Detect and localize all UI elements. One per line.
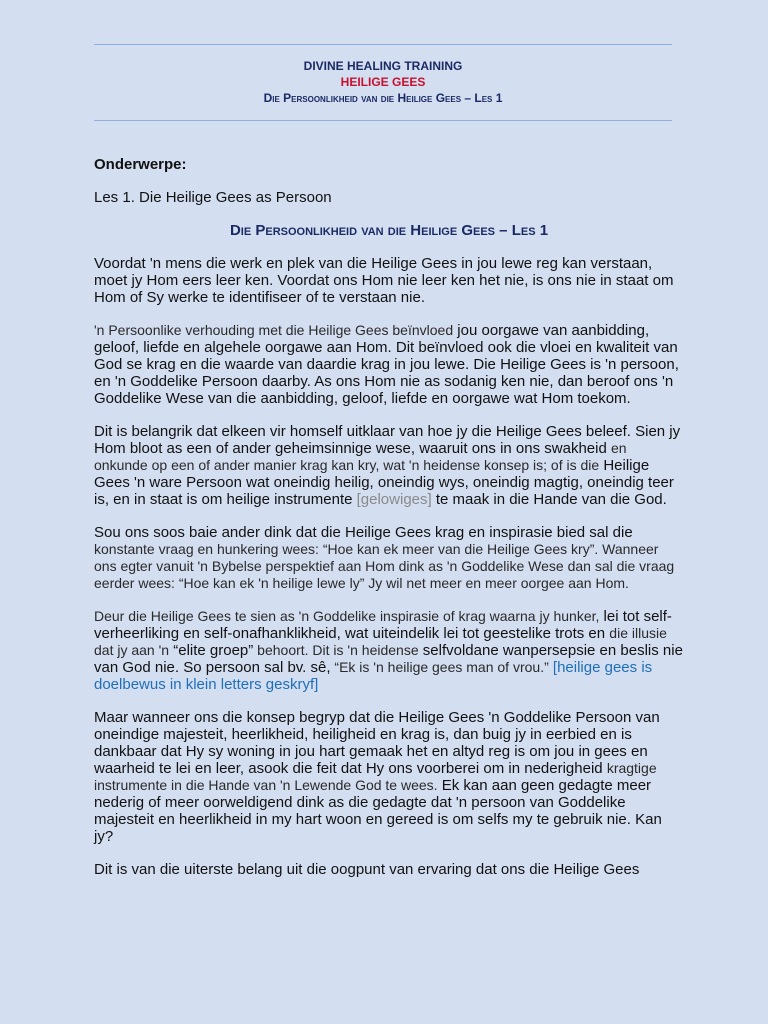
paragraph-4-part-a: Sou ons soos baie ander dink dat die Heilige Gees krag en inspirasie bied sal die <box>94 524 633 541</box>
paragraph-3-part-e: te maak in die Hande van die God. <box>431 491 667 508</box>
paragraph-5-part-e: behoort. Dit is 'n heidense <box>253 642 419 658</box>
paragraph-3-part-a: Dit is belangrik dat elkeen vir homself uitklaar van hoe jy die Heilige Gees beleef. Sien jy Hom bloot as een of ander geheimsinnige wese, waaruit ons in ons swakheid <box>94 423 681 457</box>
paragraph-5-part-d: “elite groep” <box>169 642 254 659</box>
document-body <box>94 156 684 894</box>
header-bottom-rule <box>94 120 672 121</box>
paragraph-2-body: jou oorgawe van aanbidding, geloof, liefde en algehele oorgawe aan Hom. Dit beïnvloed ook die vloei en kwaliteit van God se krag en die waarde van daardie krag in jou lewe. Die Heilige Gees is 'n persoon, en 'n Goddelike Persoon daarby. As ons Hom nie as sodanig ken nie, dan beroof ons 'n Goddelike Wese van die aanbidding, geloof, liefde en oorgawe wat Hom toekom. <box>94 322 679 407</box>
lesson-item: Les 1. Die Heilige Gees as Persoon <box>94 189 332 206</box>
paragraph-4 <box>94 524 684 592</box>
header-course-title: DIVINE HEALING TRAINING <box>303 59 463 73</box>
paragraph-5 <box>94 608 684 693</box>
document-header <box>94 58 672 106</box>
header-subject-title: HEILIGE GEES <box>340 75 426 89</box>
paragraph-6-part-a: Maar wanneer ons die konsep begryp dat die Heilige Gees 'n Goddelike Persoon van oneindige majesteit, heerlikheid, heiligheid en krag is, dan buig jy in eerbied en is dankbaar dat Hy sy woning in jou hart gemaak het en altyd reg is om jou in gees en waarheid te lei en leer, asook die feit dat Hy ons voorberei om in nederigheid <box>94 709 660 777</box>
paragraph-6-part-b: kragtige instrumente in die Hande van 'n Lewende God te wees. <box>94 760 657 793</box>
paragraph-5-part-c: die illusie dat jy aan 'n <box>94 625 667 658</box>
paragraph-3-part-b: en onkunde op een of ander manier krag kan kry, wat 'n heidense konsep is; of is die <box>94 440 627 473</box>
paragraph-4-part-b: konstante vraag en hunkering wees: “Hoe kan ek meer van die Heilige Gees kry”. Wanneer ons egter vanuit 'n Bybelse perspektief aan Hom dink as 'n Goddelike Wese dan sal die vraag eerder wees: “Hoe kan ek 'n heilige lewe ly” Jy wil net meer en meer oorgee aan Hom. <box>94 541 675 591</box>
paragraph-3-bracket-note: [gelowiges] <box>356 491 432 508</box>
paragraph-6 <box>94 709 684 845</box>
paragraph-6-part-c: Ek kan aan geen gedagte meer nederig of meer oorweldigend dink as die gedagte dat 'n persoon van Goddelike majesteit en heerlikheid in my hart woon en gereed is om selfs my te gebruik nie. Kan jy? <box>94 777 662 845</box>
header-top-rule <box>94 44 672 45</box>
paragraph-2-intro: 'n Persoonlike verhouding met die Heilige Gees beïnvloed <box>94 322 454 338</box>
paragraph-3 <box>94 423 684 508</box>
paragraph-7: Dit is van die uiterste belang uit die oogpunt van ervaring dat ons die Heilige Gees <box>94 861 640 878</box>
section-title: Die Persoonlikheid van die Heilige Gees – Les 1 <box>229 222 549 239</box>
subjects-label: Onderwerpe: <box>94 156 187 173</box>
paragraph-5-bracket-note: [heilige gees is doelbewus in klein letters geskryf] <box>94 659 653 693</box>
paragraph-5-part-b: lei tot self-verheerliking en self-onafhanklikheid, wat uiteindelik lei tot geestelike trots en <box>94 608 672 642</box>
paragraph-5-part-a: Deur die Heilige Gees te sien as 'n Goddelike inspirasie of krag waarna jy hunker, <box>94 608 600 624</box>
header-lesson-title: Die Persoonlikheid van die Heilige Gees – Les 1 <box>263 91 503 105</box>
paragraph-1: Voordat 'n mens die werk en plek van die Heilige Gees in jou lewe reg kan verstaan, moet jy Hom eers leer ken. Voordat ons Hom nie leer ken het nie, is ons nie in staat om Hom of Sy werke te identifiseer of te verstaan nie. <box>94 255 674 306</box>
paragraph-2 <box>94 322 684 407</box>
paragraph-3-part-c: Heilige Gees 'n ware Persoon wat oneindig heilig, oneindig wys, oneindig magtig, oneindig teer is, en in staat is om heilige instrumente <box>94 457 674 508</box>
paragraph-5-part-f: selfvoldane wanpersepsie en beslis nie van God nie. So persoon sal bv. sê, <box>94 642 683 676</box>
paragraph-5-part-g: “Ek is 'n heilige gees man of vrou.” <box>330 659 549 675</box>
